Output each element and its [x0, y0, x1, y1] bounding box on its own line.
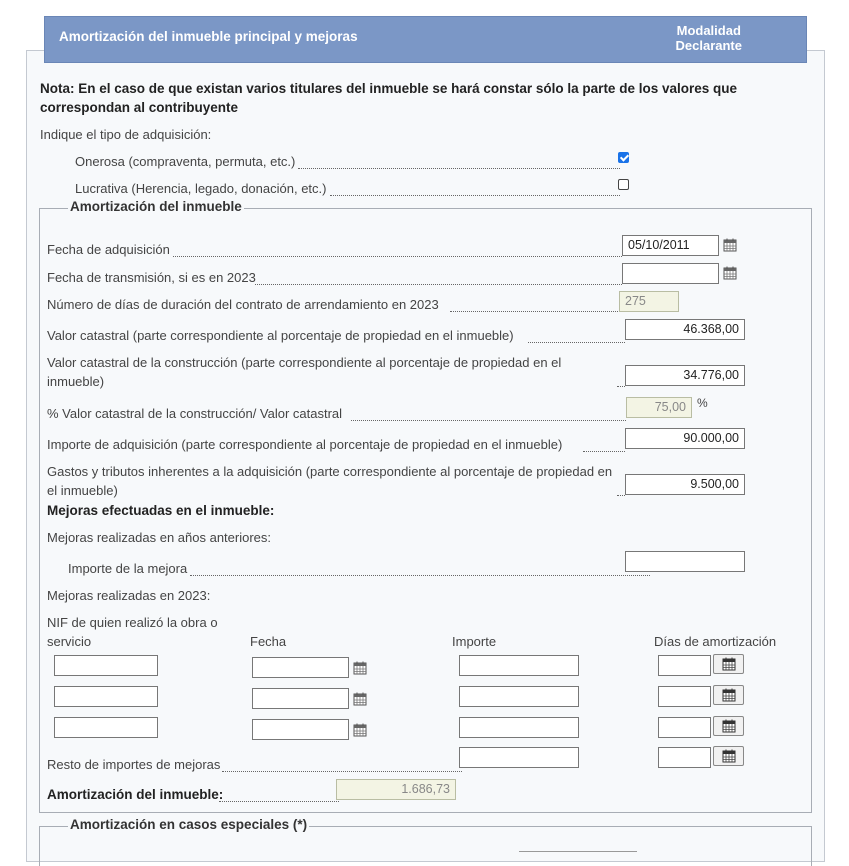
especiales-legend: Amortización en casos especiales (*)	[70, 817, 308, 832]
mejoras-title: Mejoras efectuadas en el inmueble:	[47, 503, 275, 518]
acquisition-prompt: Indique el tipo de adquisición:	[40, 127, 212, 142]
dotted-leader	[222, 771, 462, 772]
dotted-leader	[255, 284, 622, 285]
mejora-dias-input[interactable]	[658, 686, 711, 707]
dias-contrato-output: 275	[619, 291, 679, 312]
resto-dias-input[interactable]	[658, 747, 711, 768]
mejora-fecha-input[interactable]	[252, 719, 349, 740]
resto-importe-input[interactable]	[459, 747, 579, 768]
section-title: Amortización del inmueble principal y mejoras	[59, 29, 358, 44]
amortizacion-legend: Amortización del inmueble	[70, 199, 242, 214]
valor-catastral-input[interactable]: 46.368,00	[625, 319, 745, 340]
calendar-icon[interactable]	[713, 716, 744, 736]
dotted-leader	[190, 575, 650, 576]
col-nif-header: NIF de quien realizó la obra o servicio	[47, 615, 218, 649]
col-fecha-header: Fecha	[250, 634, 287, 649]
total-amortizacion-output: 1.686,73	[336, 779, 456, 800]
porcentaje-output: 75,00	[626, 397, 692, 418]
modality-line-2: Declarante	[675, 38, 742, 53]
dotted-leader	[528, 342, 625, 343]
valor-catastral-label: Valor catastral (parte correspondiente al porcentaje de propiedad en el inmueble)	[47, 328, 514, 343]
porcentaje-label: % Valor catastral de la construcción/ Valor catastral	[47, 406, 343, 421]
dotted-leader	[450, 311, 620, 312]
mejora-fecha-input[interactable]	[252, 657, 349, 678]
total-amortizacion-label: Amortización del inmueble:	[47, 787, 224, 802]
dias-contrato-label: Número de días de duración del contrato de arrendamiento en 2023	[47, 297, 439, 312]
importe-adquisicion-label: Importe de adquisición (parte correspondiente al porcentaje de propiedad en el inmueble)	[47, 437, 563, 452]
section-header	[44, 16, 807, 63]
gastos-label: Gastos y tributos inherentes a la adquisición (parte correspondiente al porcentaje de propiedad en el inmueble)	[47, 464, 613, 498]
mejora-nif-input[interactable]	[54, 686, 158, 707]
calendar-icon[interactable]	[713, 746, 744, 766]
onerosa-checkbox[interactable]	[618, 152, 629, 163]
mejora-nif-input[interactable]	[54, 717, 158, 738]
importe-adquisicion-input[interactable]: 90.000,00	[625, 428, 745, 449]
mejoras-anteriores-label: Mejoras realizadas en años anteriores:	[47, 530, 272, 545]
resto-mejoras-label: Resto de importes de mejoras	[47, 757, 221, 772]
percent-unit: %	[697, 396, 708, 410]
dotted-leader	[173, 256, 622, 257]
valor-construccion-label: Valor catastral de la construcción (parte correspondiente al porcentaje de propiedad en el inmueble)	[47, 355, 562, 389]
dotted-leader	[351, 420, 626, 421]
dotted-leader	[298, 168, 620, 169]
fecha-adquisicion-input[interactable]: 05/10/2011	[622, 235, 719, 256]
mejora-importe-input[interactable]	[459, 655, 579, 676]
calendar-icon[interactable]	[350, 689, 370, 709]
owners-note: Nota: En el caso de que existan varios titulares del inmueble se hará constar sólo la parte de los valores que correspondan al contribuyente	[40, 81, 737, 115]
fecha-transmision-label: Fecha de transmisión, si es en 2023	[47, 270, 256, 285]
mejora-nif-input[interactable]	[54, 655, 158, 676]
dotted-leader	[617, 495, 625, 496]
lucrativa-label: Lucrativa (Herencia, legado, donación, etc.)	[75, 181, 327, 196]
onerosa-label: Onerosa (compraventa, permuta, etc.)	[75, 154, 296, 169]
calendar-icon[interactable]	[713, 654, 744, 674]
mejora-importe-input[interactable]	[459, 717, 579, 738]
gastos-input[interactable]: 9.500,00	[625, 474, 745, 495]
calendar-icon[interactable]	[720, 235, 740, 255]
fecha-transmision-input[interactable]	[622, 263, 719, 284]
calendar-icon[interactable]	[350, 658, 370, 678]
fecha-adquisicion-label: Fecha de adquisición	[47, 242, 170, 257]
dotted-leader	[617, 386, 625, 387]
dotted-leader	[219, 801, 339, 802]
mejora-dias-input[interactable]	[658, 655, 711, 676]
lucrativa-checkbox[interactable]	[618, 179, 629, 190]
mejora-fecha-input[interactable]	[252, 688, 349, 709]
especiales-fieldset	[39, 826, 812, 866]
valor-construccion-input[interactable]: 34.776,00	[625, 365, 745, 386]
col-dias-header: Días de amortización	[654, 634, 777, 649]
calendar-icon[interactable]	[350, 720, 370, 740]
mejoras-2023-label: Mejoras realizadas en 2023:	[47, 588, 211, 603]
dotted-leader	[583, 451, 625, 452]
modality-label	[676, 23, 742, 53]
importe-mejora-label: Importe de la mejora	[68, 561, 188, 576]
mejora-dias-input[interactable]	[658, 717, 711, 738]
modality-line-1: Modalidad	[676, 23, 741, 38]
calendar-icon[interactable]	[713, 685, 744, 705]
importe-mejora-input[interactable]	[625, 551, 745, 572]
dotted-leader	[330, 195, 620, 196]
calendar-icon[interactable]	[720, 263, 740, 283]
col-importe-header: Importe	[452, 634, 497, 649]
mejora-importe-input[interactable]	[459, 686, 579, 707]
